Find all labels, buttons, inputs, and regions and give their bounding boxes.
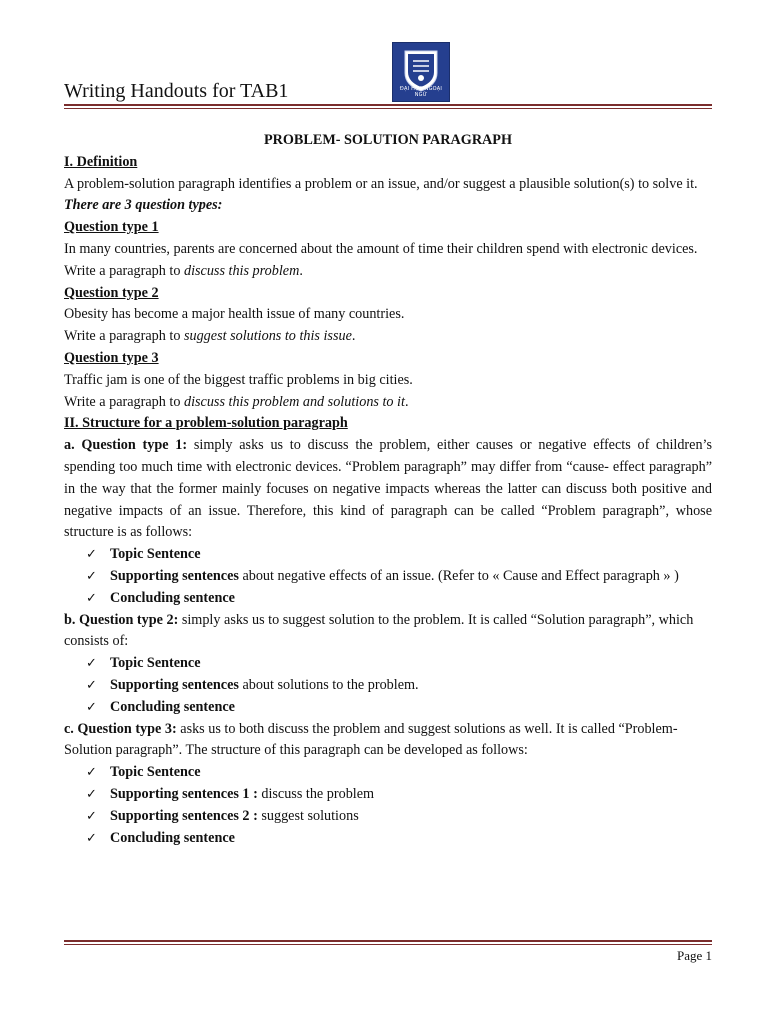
- structure-a-paragraph: [64, 435, 712, 544]
- checkmark-icon: ✓: [86, 808, 97, 824]
- list-item: [86, 653, 712, 675]
- list-item: [86, 806, 712, 828]
- section-structure-heading: II. Structure for a problem-solution paragraph: [64, 415, 348, 432]
- checkmark-icon: ✓: [86, 830, 97, 846]
- question-type-1-heading: Question type 1: [64, 219, 159, 236]
- item-bold: Topic Sentence: [110, 655, 201, 672]
- structure-c-list: [64, 762, 712, 849]
- header-rule-thin: [64, 108, 712, 109]
- checkmark-icon: ✓: [86, 765, 97, 781]
- document-body: [64, 130, 712, 849]
- task-prefix: Write a paragraph to: [64, 262, 184, 279]
- checkmark-icon: ✓: [86, 677, 97, 693]
- task-suffix: .: [351, 328, 356, 345]
- checkmark-icon: ✓: [86, 699, 97, 715]
- question-type-2-text: Obesity has become a major health issue of many countries.: [64, 306, 405, 323]
- structure-a-lead: a. Question type 1:: [64, 437, 188, 454]
- checkmark-icon: ✓: [86, 656, 97, 672]
- task-prefix: Write a paragraph to: [64, 393, 184, 410]
- document-header-title: Writing Handouts for TAB1: [64, 80, 289, 102]
- item-bold: Supporting sentences: [110, 567, 239, 584]
- task-suffix: .: [404, 393, 409, 410]
- question-type-1-task: [64, 261, 712, 283]
- list-item: [86, 675, 712, 697]
- checkmark-icon: ✓: [86, 547, 97, 563]
- question-type-2-heading: Question type 2: [64, 284, 159, 301]
- document-title: PROBLEM- SOLUTION PARAGRAPH: [263, 132, 513, 148]
- list-item: [86, 784, 712, 806]
- structure-c-lead: c. Question type 3:: [64, 720, 177, 737]
- task-focus: discuss this problem and solutions to it: [183, 393, 405, 410]
- structure-b-lead: b. Question type 2:: [64, 611, 179, 628]
- checkmark-icon: ✓: [86, 786, 97, 802]
- logo-caption: ĐẠI HỌC NGOẠI NGỮ: [399, 86, 443, 98]
- item-rest: discuss the problem: [257, 785, 375, 802]
- item-bold: Supporting sentences 2 :: [110, 807, 258, 824]
- item-bold: Concluding sentence: [110, 589, 235, 606]
- list-item: [86, 588, 712, 610]
- list-item: [86, 566, 712, 588]
- footer-rule-thin: [64, 944, 712, 945]
- checkmark-icon: ✓: [86, 590, 97, 606]
- item-rest: suggest solutions: [257, 807, 359, 824]
- item-bold: Topic Sentence: [110, 546, 201, 563]
- task-prefix: Write a paragraph to: [64, 328, 184, 345]
- checkmark-icon: ✓: [86, 568, 97, 584]
- task-focus: suggest solutions to this issue: [183, 328, 352, 345]
- section-definition-heading: I. Definition: [64, 153, 138, 170]
- header-rule: [64, 104, 712, 106]
- question-type-1-text: In many countries, parents are concerned about the amount of time their children spend with electronic devices.: [64, 240, 698, 257]
- question-type-3-task: [64, 392, 712, 414]
- task-focus: discuss this problem: [183, 262, 300, 279]
- structure-b-text: simply asks us to suggest solution to the problem. It is called “Solution paragraph”, which consists of:: [64, 611, 694, 650]
- item-bold: Supporting sentences 1 :: [110, 785, 258, 802]
- item-bold: Supporting sentences: [110, 676, 239, 693]
- definition-text: A problem-solution paragraph identifies a problem or an issue, and/or suggest a plausible solution(s) to solve it.: [64, 175, 698, 192]
- question-type-3-text: Traffic jam is one of the biggest traffic problems in big cities.: [64, 371, 413, 388]
- structure-c-paragraph: [64, 719, 712, 763]
- question-type-3-heading: Question type 3: [64, 349, 159, 366]
- item-rest: about solutions to the problem.: [238, 676, 419, 693]
- structure-a-list: [64, 544, 712, 609]
- footer-rule: [64, 940, 712, 942]
- item-bold: Topic Sentence: [110, 764, 201, 781]
- structure-a-text: simply asks us to discuss the problem, either causes or negative effects of children’s spending too much time with electronic devices. “Problem paragraph” may differ from “cause- effect paragraph” in the way that the former mainly focuses on negative impacts whereas the latter can discuss both positive and negative impacts of an issue. Therefore, this kind of paragraph can be called “Problem paragraph”, whose structure is as follows:: [64, 437, 713, 541]
- university-logo: [392, 42, 450, 102]
- types-intro: There are 3 question types:: [64, 197, 223, 214]
- list-item: [86, 828, 712, 850]
- list-item: [86, 697, 712, 719]
- list-item: [86, 762, 712, 784]
- structure-b-list: [64, 653, 712, 718]
- item-bold: Concluding sentence: [110, 829, 235, 846]
- item-bold: Concluding sentence: [110, 698, 235, 715]
- item-rest: about negative effects of an issue. (Refer to « Cause and Effect paragraph » ): [238, 567, 679, 584]
- list-item: [86, 544, 712, 566]
- structure-c-text: asks us to both discuss the problem and suggest solutions as well. It is called “Problem- Solution paragraph”. The structure of this paragraph can be developed as follows:: [64, 720, 678, 759]
- structure-b-paragraph: [64, 610, 712, 654]
- question-type-2-task: [64, 326, 712, 348]
- task-suffix: .: [299, 262, 303, 279]
- page-number: Page 1: [676, 948, 712, 963]
